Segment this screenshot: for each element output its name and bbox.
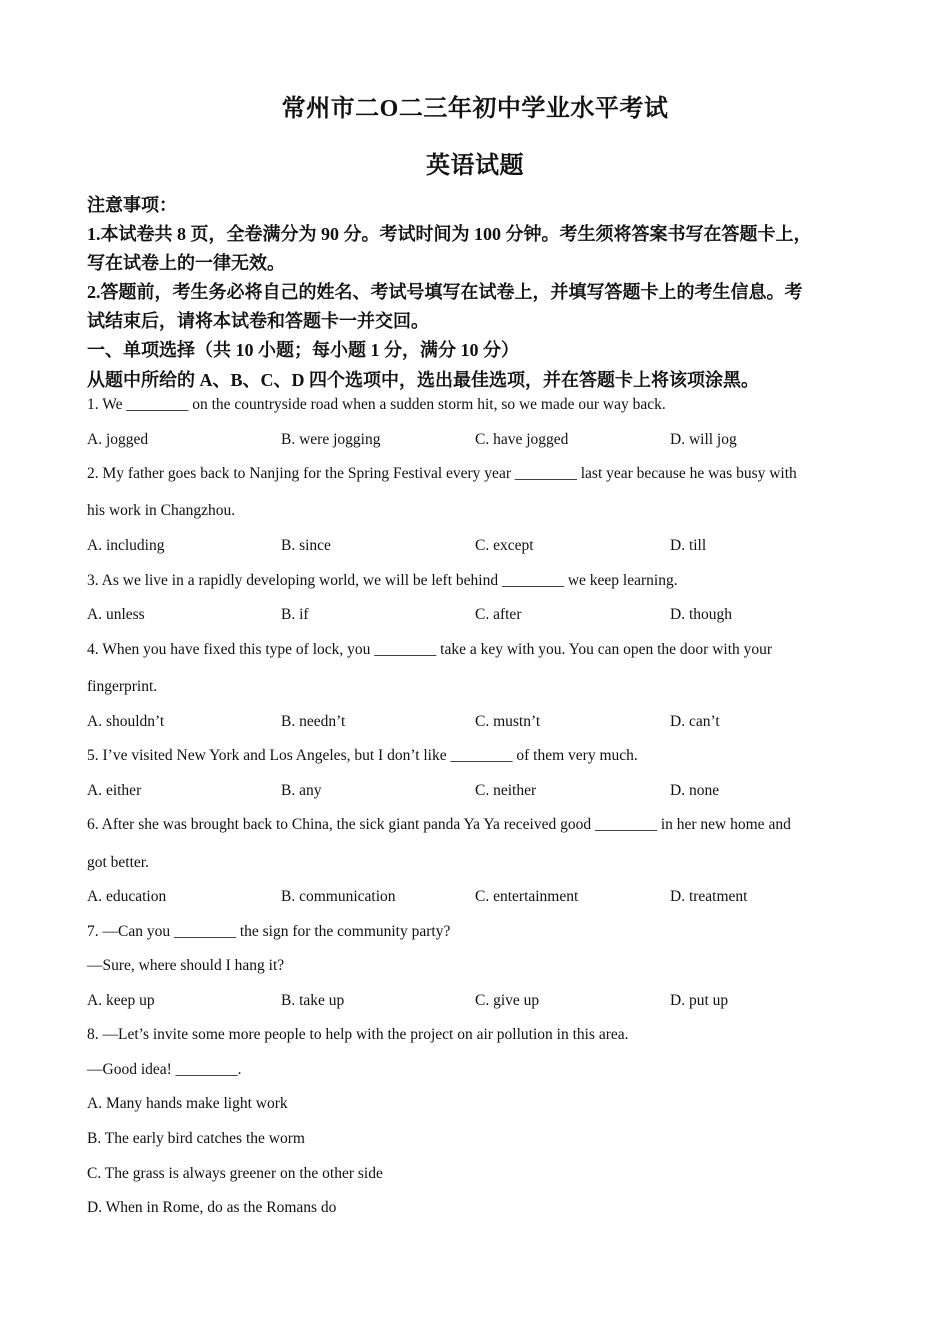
question-4-stem-line-1: 4. When you have fixed this type of lock, you ________ take a key with you. You can open the door with your xyxy=(87,641,773,658)
question-3-option-d[interactable]: D. though xyxy=(670,606,732,623)
question-7-stem-line-1: 7. —Can you ________ the sign for the community party? xyxy=(87,923,451,940)
notice-item-2-line-2: 试结束后，请将本试卷和答题卡一并交回。 xyxy=(87,311,429,331)
question-8-option-a[interactable]: A. Many hands make light work xyxy=(87,1095,288,1112)
question-6-option-a[interactable]: A. education xyxy=(87,888,167,905)
notice-heading: 注意事项： xyxy=(87,195,177,215)
notice-item-1-line-1: 1.本试卷共 8 页，全卷满分为 90 分。考试时间为 100 分钟。考生须将答案书写在答题卡上， xyxy=(87,224,812,244)
section-heading: 一、单项选择（共 10 小题；每小题 1 分，满分 10 分） xyxy=(87,340,519,360)
question-5-option-a[interactable]: A. either xyxy=(87,782,142,799)
notice-item-2-line-1: 2.答题前，考生务必将自己的姓名、考试号填写在试卷上，并填写答题卡上的考生信息。考 xyxy=(87,282,803,302)
question-4-option-c[interactable]: C. mustn’t xyxy=(475,713,541,730)
exam-title: 常州市二O二三年初中学业水平考试 xyxy=(281,96,669,122)
question-3-option-b[interactable]: B. if xyxy=(281,606,309,623)
notice-item-1-line-2: 写在试卷上的一律无效。 xyxy=(87,253,285,273)
question-8-stem-line-2: —Good idea! ________. xyxy=(87,1061,242,1078)
question-1-option-c[interactable]: C. have jogged xyxy=(475,431,569,448)
question-7-option-d[interactable]: D. put up xyxy=(670,992,729,1009)
question-8-option-d[interactable]: D. When in Rome, do as the Romans do xyxy=(87,1199,337,1216)
question-6-stem-line-1: 6. After she was brought back to China, the sick giant panda Ya Ya received good ________ in her new home and xyxy=(87,816,791,833)
exam-subtitle: 英语试题 xyxy=(426,153,524,179)
question-5-stem: 5. I’ve visited New York and Los Angeles, but I don’t like ________ of them very much. xyxy=(87,747,638,764)
question-4-option-d[interactable]: D. can’t xyxy=(670,713,720,730)
question-7-option-c[interactable]: C. give up xyxy=(475,992,540,1009)
question-2-stem-line-1: 2. My father goes back to Nanjing for the Spring Festival every year ________ last year because he was busy with xyxy=(87,465,797,482)
question-2-option-b[interactable]: B. since xyxy=(281,537,331,554)
question-7-stem-line-2: —Sure, where should I hang it? xyxy=(87,957,285,974)
question-5-option-d[interactable]: D. none xyxy=(670,782,720,799)
question-2-option-d[interactable]: D. till xyxy=(670,537,707,554)
question-4-option-a[interactable]: A. shouldn’t xyxy=(87,713,165,730)
question-3-option-a[interactable]: A. unless xyxy=(87,606,145,623)
question-3-stem: 3. As we live in a rapidly developing world, we will be left behind ________ we keep learning. xyxy=(87,572,678,589)
question-7-option-b[interactable]: B. take up xyxy=(281,992,345,1009)
question-2-option-a[interactable]: A. including xyxy=(87,537,165,554)
question-8-stem-line-1: 8. —Let’s invite some more people to help with the project on air pollution in this area. xyxy=(87,1026,629,1043)
question-4-option-b[interactable]: B. needn’t xyxy=(281,713,346,730)
question-1-option-b[interactable]: B. were jogging xyxy=(281,431,381,448)
question-6-option-b[interactable]: B. communication xyxy=(281,888,396,905)
question-8-option-c[interactable]: C. The grass is always greener on the other side xyxy=(87,1165,383,1182)
question-2-stem-line-2: his work in Changzhou. xyxy=(87,502,236,519)
question-2-option-c[interactable]: C. except xyxy=(475,537,534,554)
question-6-stem-line-2: got better. xyxy=(87,854,149,871)
question-1-option-d[interactable]: D. will jog xyxy=(670,431,737,448)
question-4-stem-line-2: fingerprint. xyxy=(87,678,158,695)
question-5-option-b[interactable]: B. any xyxy=(281,782,322,799)
question-7-option-a[interactable]: A. keep up xyxy=(87,992,155,1009)
question-5-option-c[interactable]: C. neither xyxy=(475,782,537,799)
section-instruction: 从题中所给的 A、B、C、D 四个选项中，选出最佳选项，并在答题卡上将该项涂黑。 xyxy=(87,370,759,390)
question-6-option-c[interactable]: C. entertainment xyxy=(475,888,579,905)
question-8-option-b[interactable]: B. The early bird catches the worm xyxy=(87,1130,305,1147)
question-6-option-d[interactable]: D. treatment xyxy=(670,888,748,905)
question-1-option-a[interactable]: A. jogged xyxy=(87,431,149,448)
question-3-option-c[interactable]: C. after xyxy=(475,606,522,623)
question-1-stem: 1. We ________ on the countryside road when a sudden storm hit, so we made our way back. xyxy=(87,396,666,413)
